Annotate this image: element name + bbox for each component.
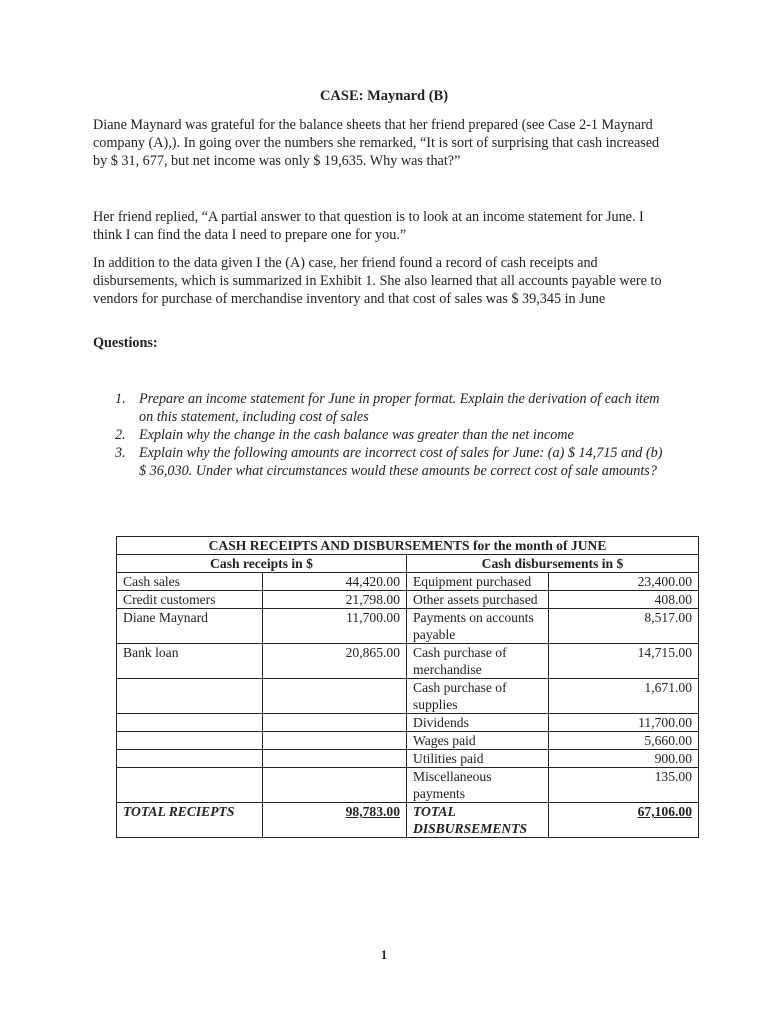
paragraph-intro: Diane Maynard was grateful for the balance sheets that her friend prepared (see Case 2-1 Maynard company (A),). In going over the numbers she remarked, “It is sort of surprising that cash increased by $ 31, 677, but net income was only $ 19,635. Why was that?” [93, 117, 660, 169]
disbursement-label: Other assets purchased [407, 591, 549, 609]
totals-row [117, 803, 699, 838]
receipt-value: 44,420.00 [263, 573, 407, 591]
receipt-value: 20,865.00 [263, 644, 407, 679]
disbursement-label: Cash purchase of merchandise [407, 644, 549, 679]
question-number: 3. [115, 445, 126, 461]
cash-table [116, 536, 699, 838]
table-title: CASH RECEIPTS AND DISBURSEMENTS for the month of JUNE [117, 537, 699, 555]
receipt-value: 11,700.00 [263, 609, 407, 644]
disbursement-value: 900.00 [549, 750, 699, 768]
receipt-label [117, 679, 263, 714]
question-number: 1. [115, 391, 126, 407]
table-row [117, 679, 699, 714]
question-text: Explain why the change in the cash balance was greater than the net income [139, 427, 574, 443]
paragraph-friend-reply: Her friend replied, “A partial answer to that question is to look at an income statement for June. I think I can find the data I need to prepare one for you.” [93, 209, 644, 243]
receipt-label: Bank loan [117, 644, 263, 679]
disbursement-value: 11,700.00 [549, 714, 699, 732]
question-text: Explain why the following amounts are incorrect cost of sales for June: (a) $ 14,715 and (b) $ 36,030. Under what circumstances would these amounts be correct cost of sale amounts? [139, 445, 663, 479]
disbursement-label: Miscellaneous payments [407, 768, 549, 803]
receipt-value [263, 750, 407, 768]
receipt-value: 21,798.00 [263, 591, 407, 609]
disbursement-value: 1,671.00 [549, 679, 699, 714]
receipts-header: Cash receipts in $ [117, 555, 407, 573]
receipt-value [263, 732, 407, 750]
questions-list [93, 390, 673, 480]
receipt-label [117, 768, 263, 803]
table-body [117, 573, 699, 803]
table-row [117, 644, 699, 679]
disbursement-value: 135.00 [549, 768, 699, 803]
disbursement-value: 408.00 [549, 591, 699, 609]
table-row [117, 714, 699, 732]
disbursement-label: Cash purchase of supplies [407, 679, 549, 714]
question-text: Prepare an income statement for June in proper format. Explain the derivation of each item on this statement, including cost of sales [139, 391, 660, 425]
disbursement-label: Dividends [407, 714, 549, 732]
receipt-label: Cash sales [117, 573, 263, 591]
disbursement-value: 8,517.00 [549, 609, 699, 644]
table-row [117, 573, 699, 591]
receipt-label [117, 714, 263, 732]
paragraph-additional-data: In addition to the data given I the (A) case, her friend found a record of cash receipts and disbursements, which is summarized in Exhibit 1. She also learned that all accounts payable were to vendors for purchase of merchandise inventory and that cost of sales was $ 39,345 in June [93, 255, 662, 307]
receipt-value [263, 679, 407, 714]
receipt-label: Credit customers [117, 591, 263, 609]
page-number: 1 [380, 948, 388, 962]
table-row [117, 732, 699, 750]
question-item [93, 426, 673, 444]
disbursement-label: Wages paid [407, 732, 549, 750]
total-disbursements-value: 67,106.00 [549, 803, 699, 838]
receipt-label [117, 750, 263, 768]
question-number: 2. [115, 427, 126, 443]
disbursements-header: Cash disbursements in $ [407, 555, 699, 573]
disbursement-value: 14,715.00 [549, 644, 699, 679]
question-item [93, 390, 673, 426]
total-disbursements-label: TOTAL DISBURSEMENTS [407, 803, 549, 838]
case-title: CASE: Maynard (B) [319, 88, 449, 104]
disbursement-value: 23,400.00 [549, 573, 699, 591]
disbursement-value: 5,660.00 [549, 732, 699, 750]
table-row [117, 768, 699, 803]
total-receipts-label: TOTAL RECIEPTS [117, 803, 263, 838]
questions-heading: Questions: [93, 335, 158, 351]
table-row [117, 609, 699, 644]
table-row [117, 591, 699, 609]
receipt-label [117, 732, 263, 750]
disbursement-label: Equipment purchased [407, 573, 549, 591]
disbursement-label: Utilities paid [407, 750, 549, 768]
question-item [93, 444, 673, 480]
receipt-value [263, 768, 407, 803]
receipt-label: Diane Maynard [117, 609, 263, 644]
table-row [117, 750, 699, 768]
receipt-value [263, 714, 407, 732]
total-receipts-value: 98,783.00 [263, 803, 407, 838]
disbursement-label: Payments on accounts payable [407, 609, 549, 644]
